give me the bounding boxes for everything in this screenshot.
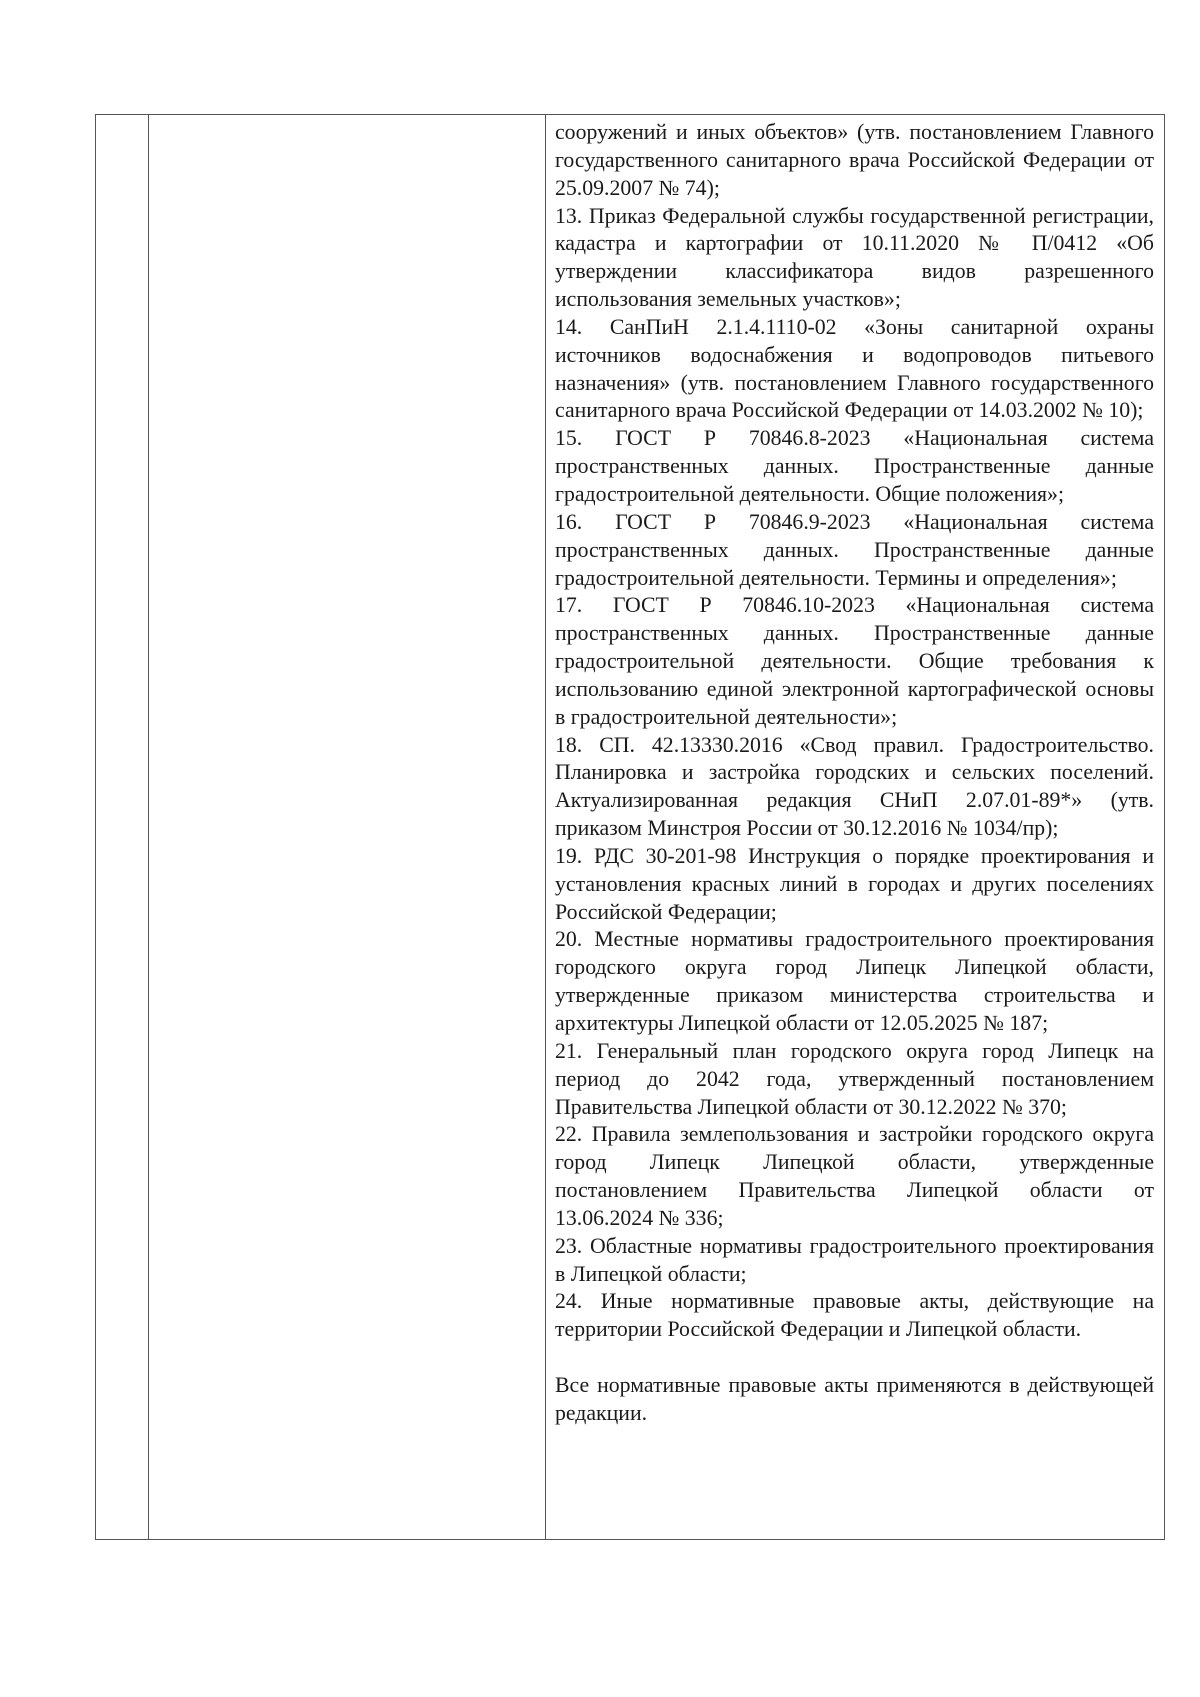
list-item: 22. Правила землепользования и застройки городского округа город Липецк Липецкой области, утвержденные постановлением Правительства Липецкой области от 13.06.2024 № 336; (555, 1122, 1154, 1230)
list-item: 24. Иные нормативные правовые акты, действующие на территории Российской Федерации и Липецкой области. (555, 1289, 1154, 1342)
list-item: 21. Генеральный план городского округа город Липецк на период до 2042 года, утвержденный постановлением Правительства Липецкой области от 30.12.2022 № 370; (555, 1038, 1154, 1119)
list-item: 14. СанПиН 2.1.4.1110-02 «Зоны санитарной охраны источников водоснабжения и водопроводов питьевого назначения» (утв. постановлением Главного государственного санитарного врача Российской Федерации от 14.03.2002 № 10); (555, 314, 1154, 423)
list-item: 16. ГОСТ Р 70846.9-2023 «Национальная система пространственных данных. Пространственные данные градостроительной деятельности. Термины и определения»; (555, 509, 1154, 590)
final-note: Все нормативные правовые акты применяются в действующей редакции. (555, 1372, 1154, 1425)
table-row (96, 115, 1165, 1540)
list-item: 20. Местные нормативы градостроительного проектирования городского округа город Липецк Липецкой области, утвержденные приказом министерства строительства и архитектуры Липецкой области от 12.05.2025 № 187; (555, 927, 1154, 1035)
content-cell (546, 115, 1165, 1540)
name-cell (149, 115, 546, 1540)
list-item: 17. ГОСТ Р 70846.10-2023 «Национальная система пространственных данных. Пространственные данные градостроительной деятельности. Общие требования к использованию единой электронной картографической основы в градостроительной деятельности»; (555, 593, 1154, 729)
list-item: 23. Областные нормативы градостроительного проектирования в Липецкой области; (555, 1233, 1154, 1286)
list-item: 19. РДС 30-201-98 Инструкция о порядке проектирования и установления красных линий в городах и других поселениях Российской Федерации; (555, 843, 1154, 924)
list-item: 15. ГОСТ Р 70846.8-2023 «Национальная система пространственных данных. Пространственные данные градостроительной деятельности. Общие положения»; (555, 426, 1154, 506)
continuation-paragraph: сооружений и иных объектов» (утв. постановлением Главного государственного санитарного врача Российской Федерации от 25.09.2007 № 74); (555, 120, 1154, 200)
document-table (95, 114, 1165, 1540)
number-cell (96, 115, 149, 1540)
list-item: 18. СП. 42.13330.2016 «Свод правил. Градостроительство. Планировка и застройка городских и сельских поселений. Актуализированная редакция СНиП 2.07.01-89*» (утв. приказом Минстроя России от 30.12.2016 № 1034/пр); (555, 732, 1154, 841)
list-item: 13. Приказ Федеральной службы государственной регистрации, кадастра и картографии от 10.11.2020 № П/0412 «Об утверждении классификатора видов разрешенного использования земельных участков»; (555, 203, 1154, 312)
